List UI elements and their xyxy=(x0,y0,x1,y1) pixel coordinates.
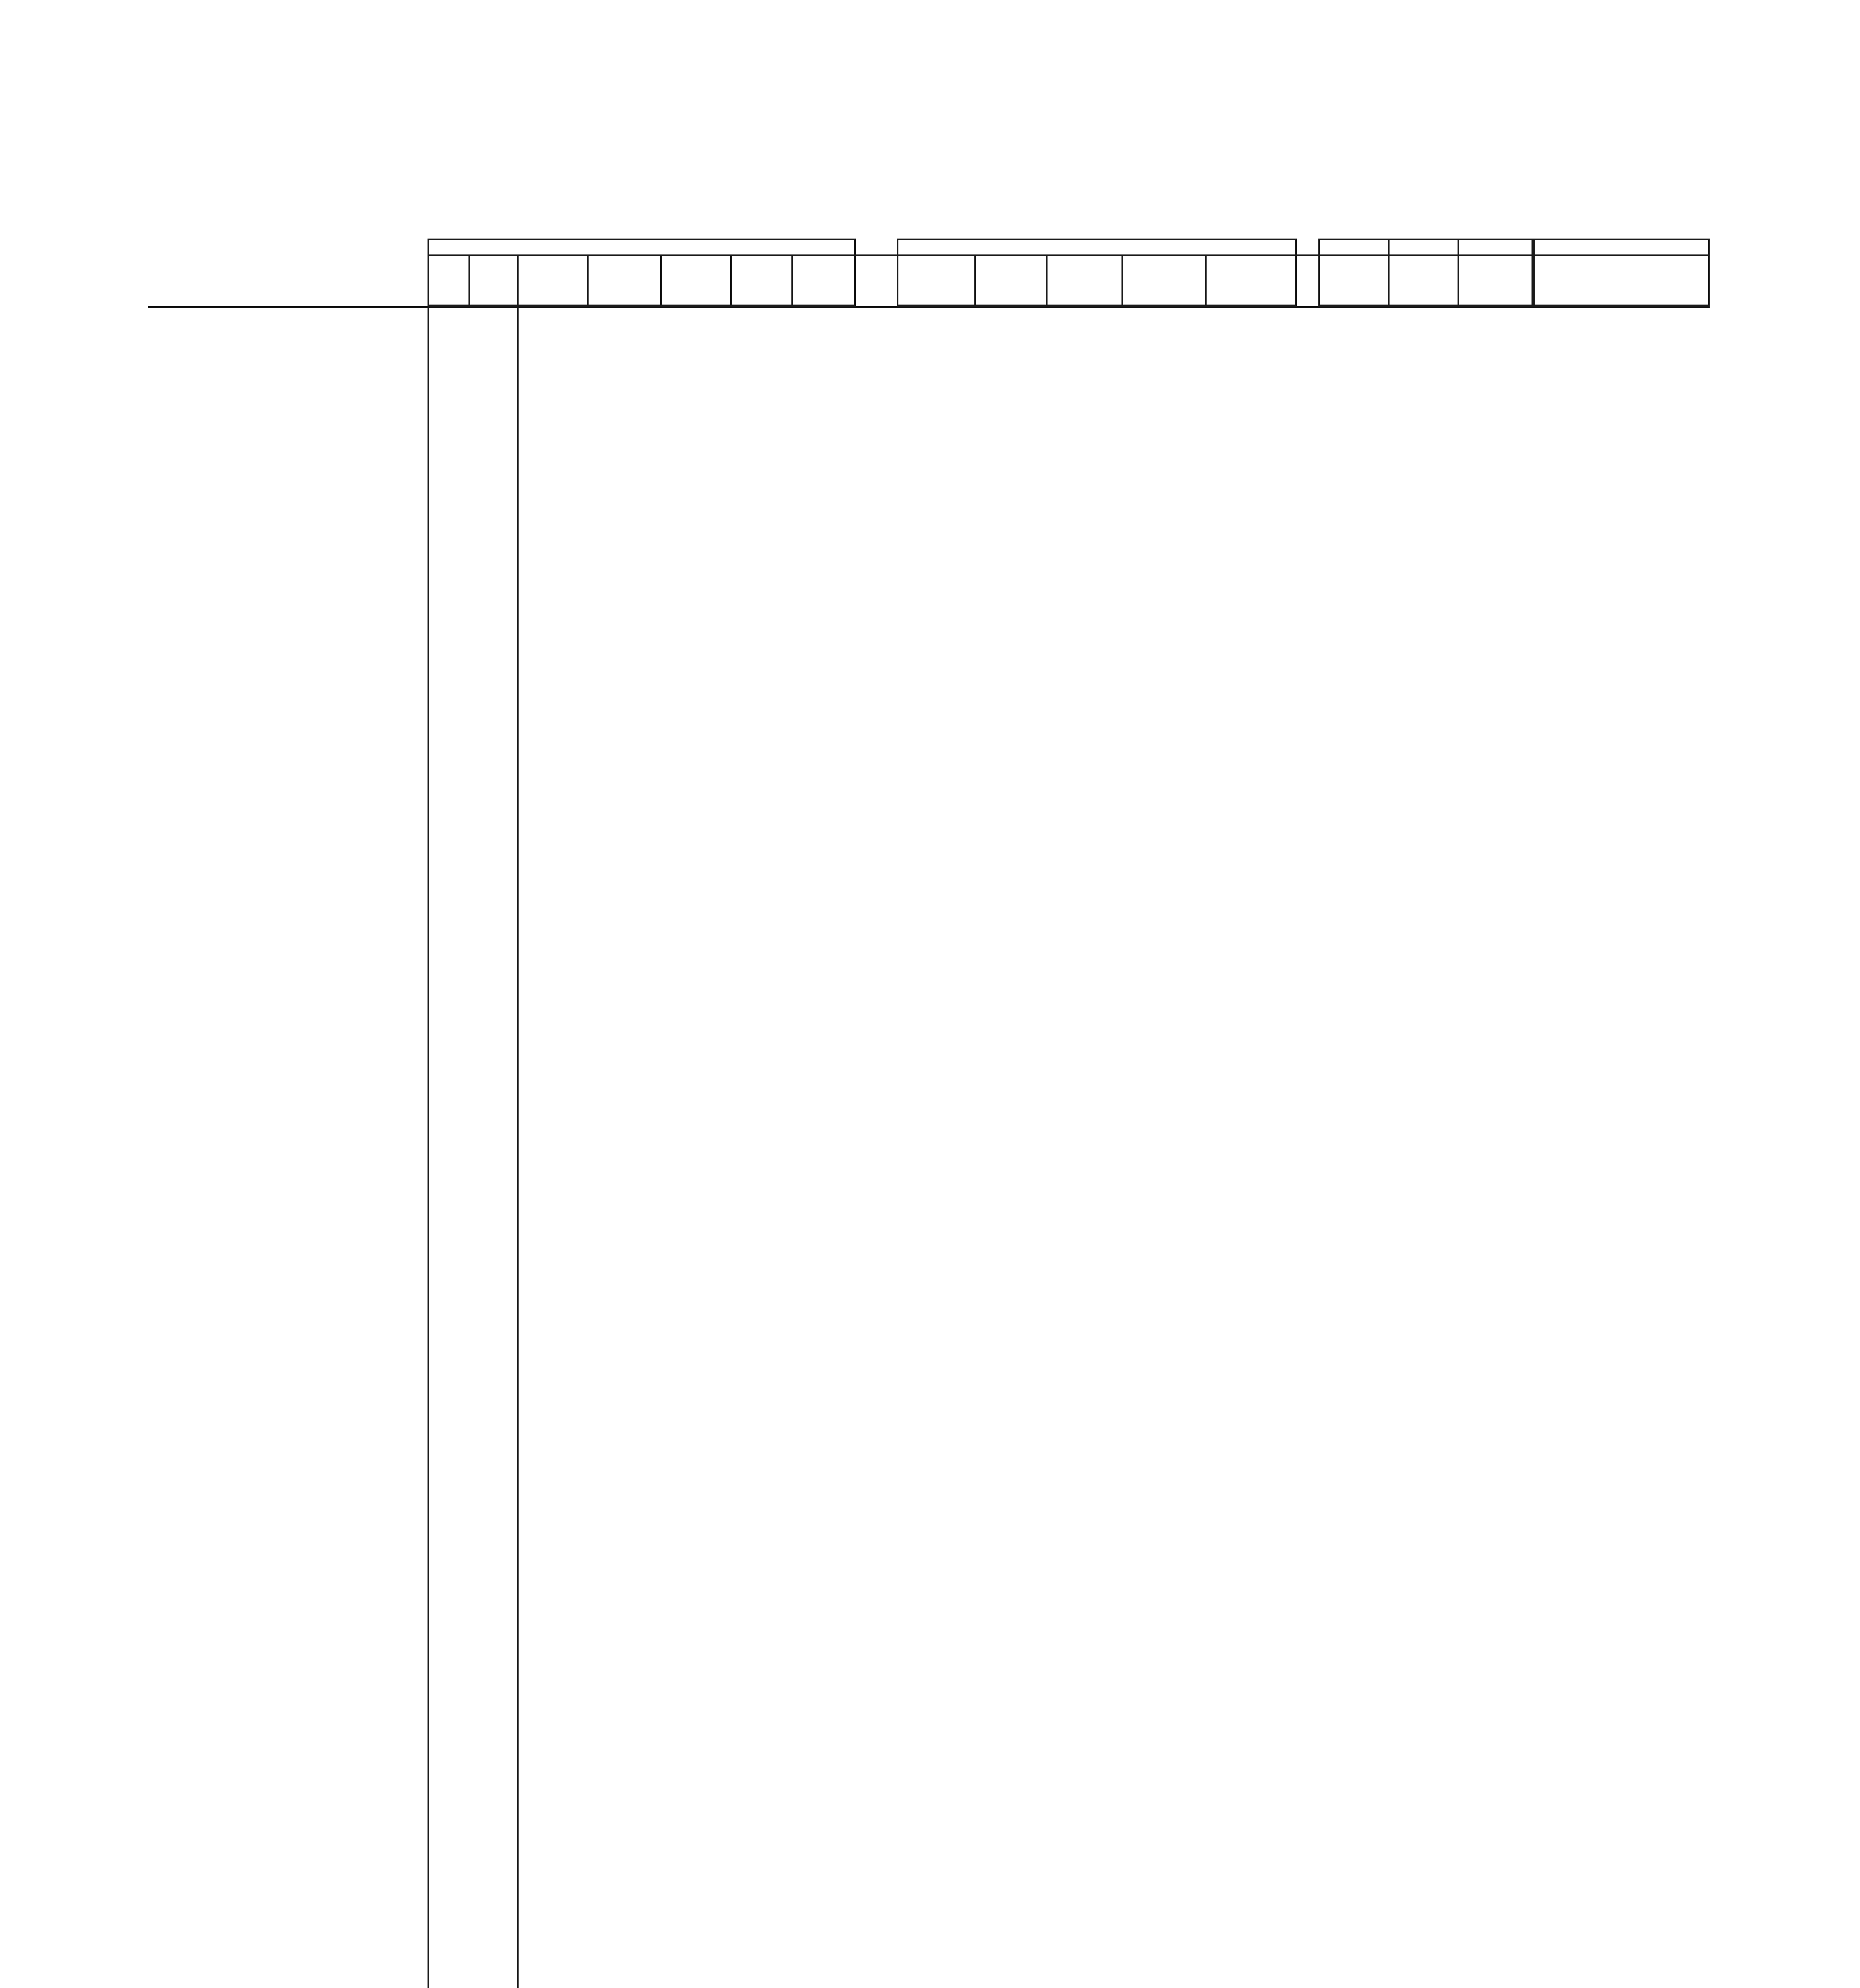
divider xyxy=(587,254,589,306)
header-mid-rule xyxy=(428,254,1710,256)
divider xyxy=(1205,254,1207,306)
divider xyxy=(1121,254,1123,306)
divider xyxy=(468,254,470,306)
divider xyxy=(791,254,793,306)
header-box-extremes xyxy=(1318,239,1533,306)
divider xyxy=(1388,239,1390,306)
header-box-21 xyxy=(897,239,1297,306)
divider xyxy=(730,254,732,306)
divider-ii xyxy=(517,254,519,1988)
divider xyxy=(974,254,976,306)
header-box-erd xyxy=(1533,239,1710,306)
divider xyxy=(660,254,662,306)
divider xyxy=(1458,239,1459,306)
header-rule xyxy=(148,306,1710,308)
divider-elevation xyxy=(428,306,429,1988)
divider xyxy=(1046,254,1048,306)
